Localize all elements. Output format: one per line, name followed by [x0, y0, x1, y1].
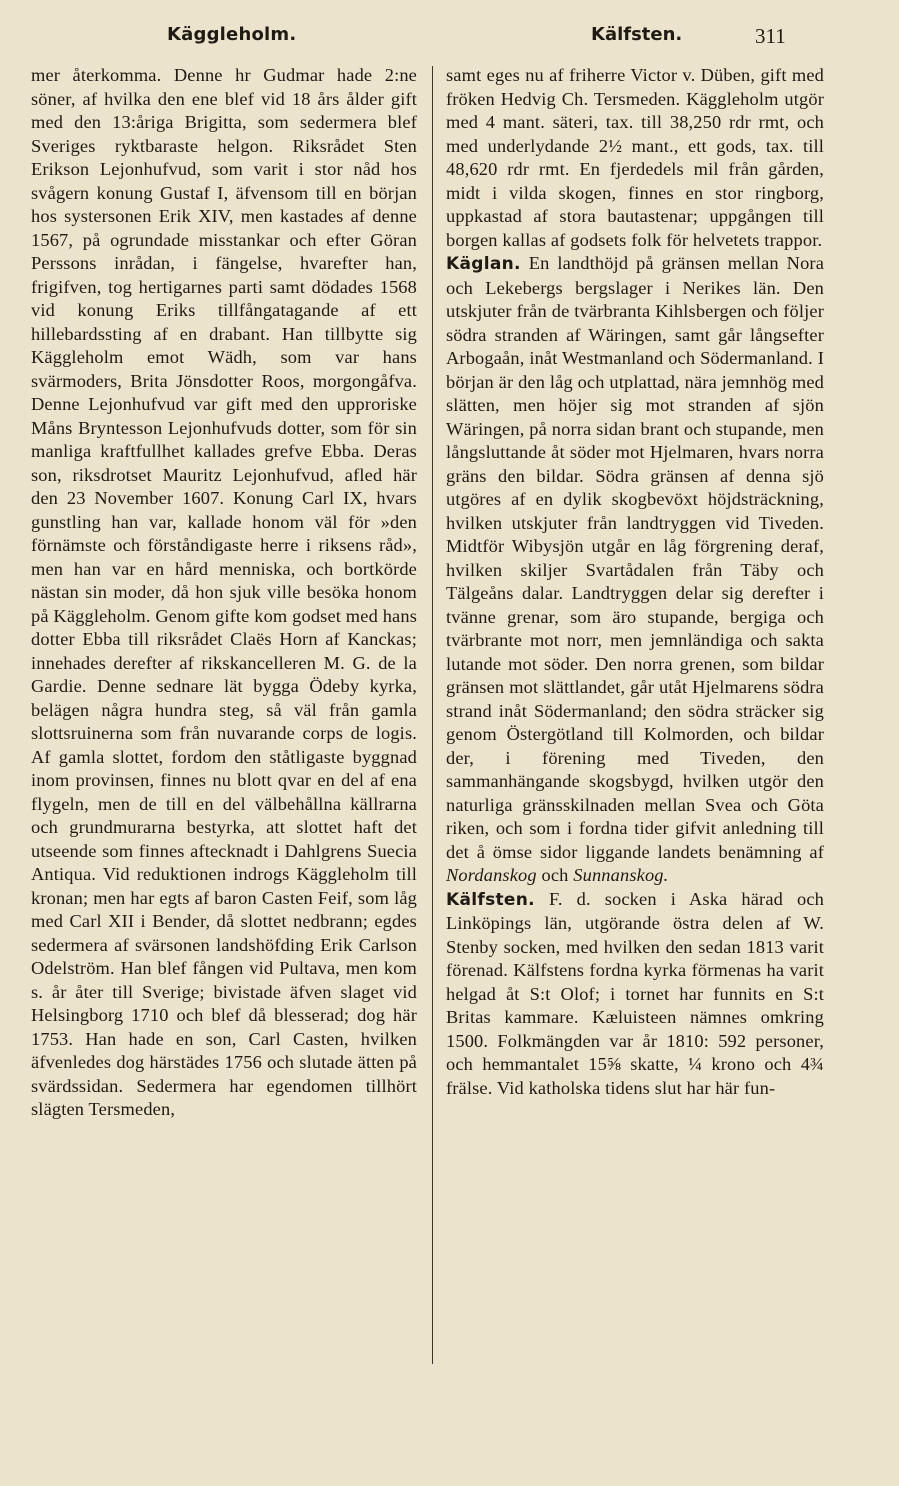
running-header	[0, 24, 899, 54]
entry-text-kaglan: En landthöjd på gränsen mellan Nora och Lekebergs bergslager i Nerikes län. Den utskjuter från de tvärbranta Kihlsbergen och följer södra stranden af Wäringen, samt går långsefter Arbogaån, inåt Westmanland och Södermanland. I början är den låg och utplattad, nära jemnhög med slätten, men höjer sig mot stranden af sjön Wäringen, på norra sidan brant och stupande, men långsluttande åt söder mot Hjelmaren, hvars norra gräns den bildar. Södra gränsen af denna sjö utgöres af en dylik skogbevöxt höjdsträckning, hvilken utskjuter från landtryggen vid Tiveden. Midtför Wibysjön utgår en låg förgrening deraf, hvilken skiljer Svartådalen från Täby och Tälgeåns dalar. Landtryggen delar sig derefter i tvänne grenar, som äro stupande, bergiga och tvärbrante mot norr, men jemnländiga och sakta lutande mot söder. Den norra grenen, som bildar gränsen mot slättlandet, går utåt Hjelmarens södra strand inåt Södermanland; den södra sträcker sig genom Östergötland till Kolmorden, och bildar der, i förening med Tiveden, den sammanhängande skogsbygd, hvilken utgör den naturliga gränsskilnaden mellan Svea och Göta riken, och som i fordna tider gifvit anledning till det å ömse sidor liggande landets benämning af	[446, 253, 825, 862]
entry-text-kalfsten: F. d. socken i Aska härad och Linköpings län, utgörande östra delen af W. Stenby socken, med hvilken den sedan 1813 varit förenad. Kälfstens fordna kyrka förmenas ha varit helgad åt S:t Olof; i tornet har funnits en S:t Britas kammare. Kæluisteen nämnes omkring 1500. Folkmängden var år 1810: 592 personer, och hemmantalet 15⅝ skatte, ¼ krono och 4¾ frälse. Vid katholska tidens slut har här fun-	[446, 888, 825, 1098]
header-left-title: Käggleholm.	[167, 24, 297, 45]
entry-title-kaglan: Käglan.	[446, 254, 521, 274]
header-right-title: Kälfsten.	[591, 24, 683, 45]
paragraph-kaggleholm-end: samt eges nu af friherre Victor v. Düben, gift med fröken Hedvig Ch. Tersmeden. Käggleholm utgör med 4 mant. säteri, tax. till 38,250 rdr rmt, och med underlydande 2½ mant., ett gods, tax. till 48,620 rdr rmt. En fjerdedels mil från gården, midt i vilda skogen, finnes en stor ringborg, uppkastad af stora bautastenar; uppgången till borgen kallas af godsets folk för helvetets trappor.	[446, 65, 824, 250]
page-number: 311	[755, 24, 786, 48]
entry-title-kalfsten: Kälfsten.	[446, 889, 535, 910]
conjunction-och: och	[541, 865, 569, 885]
term-sunnanskog: Sunnanskog.	[573, 865, 669, 885]
left-column-text: mer återkomma. Denne hr Gudmar hade 2:ne söner, af hvilka den ene blef vid 18 års ålder gift med den 13:åriga Brigitta, som sedermera blef Sveriges ryktbaraste helgon. Riksrådet Sten Erikson Lejonhufvud, som varit i stor nåd hos svågern konung Gustaf I, äfvensom till en början hos systersonen Erik XIV, men kastades af denne 1567, på ogrundade misstankar och efter Göran Perssons inrådan, i fängelse, hvarefter han, frigifven, tog hertigarnes parti samt dödades 1568 vid konung Eriks tillfångatagande af ett hillebardssting af en drabant. Han tillbytte sig Käggleholm emot Wädh, som var hans svärmoders, Brita Jönsdotter Roos, morgongåfva. Denne Lejonhufvud var gift med den upproriske Måns Bryntesson Lejonhufvuds dotter, som för sin manliga kraftfullhet kallades grefve Ebba. Deras son, riksdrotset Mauritz Lejonhufvud, afled här den 23 November 1607. Konung Carl IX, hvars gunstling han var, kallade honom väl för »den förnämste och förståndigaste herre i riksens råd», men han var en hård menniska, och bortkörde nästan sin moder, då hon sjuk ville besöka honom på Käggleholm. Genom gifte kom godset med hans dotter Ebba till riksrådet Claës Horn af Kanckas; innehades derefter af rikskancelleren M. G. de la Gardie. Denne sednare lät bygga Ödeby kyrka, belägen några hundra steg, så väl från gamla slottsruinerna som från nuvarande corps de logis. Af gamla slottet, fordom den ståtligaste byggnad inom provinsen, finnes nu blott qvar en del af ena flygeln, men de till en del välbehållna källrarna och grundmurarna bestyrka, att slottet haft det utseende som finnes aftecknadt i Dahlgrens Suecia Antiqua. Vid reduktionen indrogs Käggleholm till kronan; men har egts af baron Casten Feif, som låg med Carl XII i Bender, då slottet nedbrann; egdes sedermera af svärsonen landshöfding Erik Carlson Odelström. Han blef fången vid Pultava, men kom s. år åter till Sverige; bivistade äfven slaget vid Helsingborg 1710 och blef då blesserad; dog här 1753. Han hade en son, Carl Casten, hvilken äfvenledes dog härstädes 1756 och slutade ätten på svärdssidan. Sedermera har egendomen tillhört slägten Tersmeden,	[31, 65, 417, 1119]
entry-kaglan	[446, 252, 824, 888]
right-column	[446, 64, 824, 1100]
left-column	[31, 64, 417, 1122]
entry-kalfsten	[446, 888, 824, 1101]
column-divider	[432, 66, 433, 1364]
term-nordanskog: Nordanskog	[446, 865, 537, 885]
